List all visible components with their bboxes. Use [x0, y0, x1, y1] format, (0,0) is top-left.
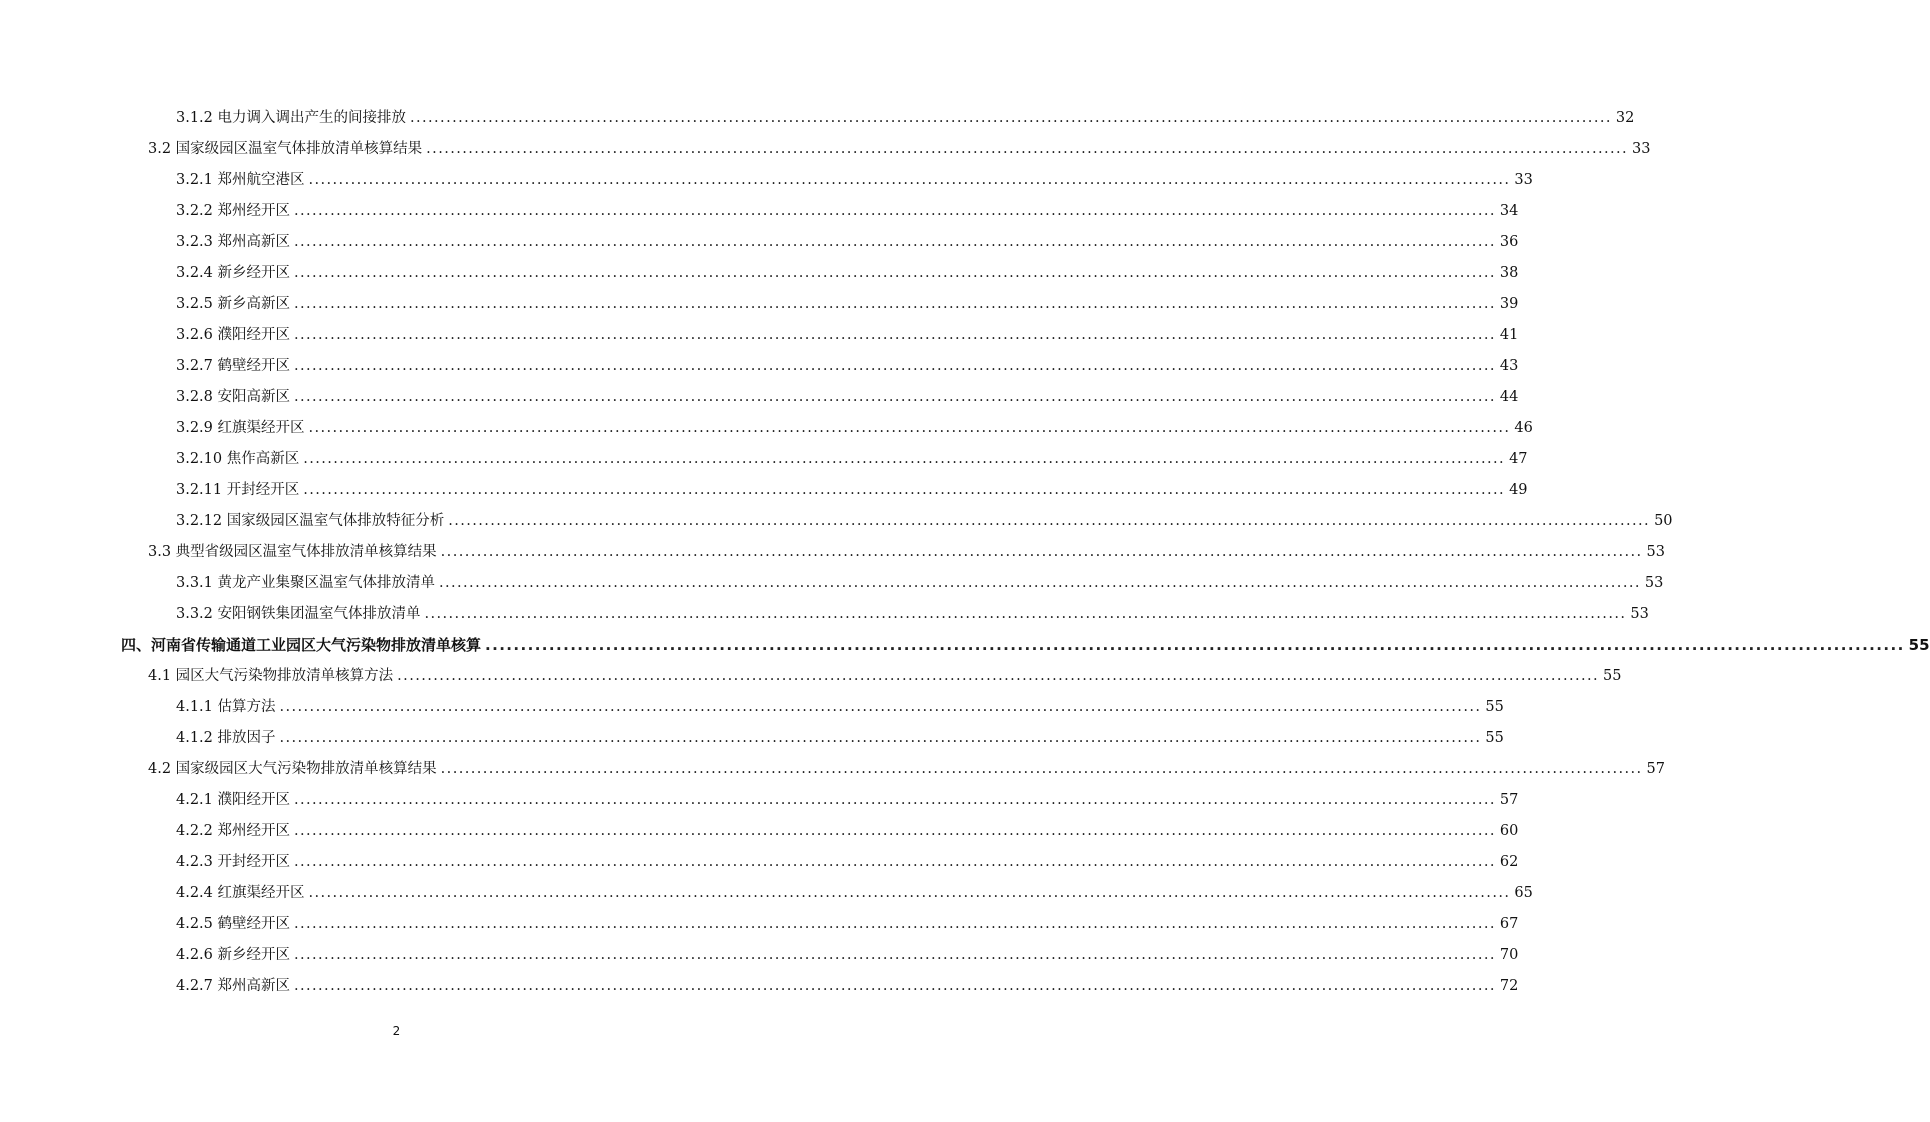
toc-dot-leader: ........................................................................................................................................................................................................ — [279, 730, 1482, 746]
toc-entry[interactable] — [176, 468, 1528, 499]
toc-entry[interactable] — [176, 158, 1533, 189]
toc-entry-page: 53 — [1646, 544, 1665, 560]
toc-entry-title: 3.2.2 郑州经开区 — [176, 203, 291, 219]
toc-entry-page: 55 — [1603, 668, 1622, 684]
toc-dot-leader: ........................................................................................................................................................................................................ — [303, 482, 1506, 498]
toc-entry-title: 3.1.2 电力调入调出产生的间接排放 — [176, 110, 407, 126]
toc-entry[interactable] — [176, 406, 1533, 437]
toc-dot-leader: ........................................................................................................................................................................................................ — [294, 947, 1496, 963]
toc-entry[interactable] — [121, 623, 1930, 654]
toc-dot-leader: ........................................................................................................................................................................................................ — [440, 761, 1643, 777]
toc-entry[interactable] — [176, 778, 1519, 809]
toc-entry-page: 41 — [1499, 327, 1519, 343]
toc-entry-title: 3.2.12 国家级园区温室气体排放特征分析 — [176, 513, 445, 529]
toc-dot-leader: ........................................................................................................................................................................................................ — [303, 451, 1506, 467]
toc-entry[interactable] — [176, 375, 1519, 406]
toc-entry-page: 62 — [1499, 854, 1519, 870]
toc-entry-page: 72 — [1499, 978, 1519, 994]
toc-entry-title: 四、河南省传输通道工业园区大气污染物排放清单核算 — [121, 636, 482, 654]
toc-entry-page: 55 — [1485, 730, 1504, 746]
toc-entry-title: 3.2 国家级园区温室气体排放清单核算结果 — [148, 141, 423, 157]
toc-entry[interactable] — [176, 313, 1519, 344]
toc-entry-title: 3.2.9 红旗渠经开区 — [176, 420, 305, 436]
toc-entry[interactable] — [148, 654, 1622, 685]
toc-dot-leader: ........................................................................................................................................................................................................ — [294, 265, 1496, 281]
toc-entry[interactable] — [176, 592, 1649, 623]
toc-dot-leader: ........................................................................................................................................................................................................ — [440, 544, 1643, 560]
toc-dot-leader: ........................................................................................................................................................................................................ — [439, 575, 1641, 591]
toc-entry[interactable] — [176, 96, 1635, 127]
toc-dot-leader: ........................................................................................................................................................................................................ — [308, 885, 1511, 901]
toc-entry-title: 4.2.6 新乡经开区 — [176, 947, 291, 963]
toc-entry-page: 53 — [1644, 575, 1664, 591]
toc-entry-title: 4.2.5 鹤壁经开区 — [176, 916, 291, 932]
toc-entry-title: 3.3.1 黄龙产业集聚区温室气体排放清单 — [176, 575, 436, 591]
toc-dot-leader: ........................................................................................................................................................................................................ — [294, 389, 1496, 405]
toc-dot-leader: ........................................................................................................................................................................................................ — [294, 203, 1496, 219]
toc-entry-title: 4.1.2 排放因子 — [176, 730, 276, 746]
toc-entry-page: 57 — [1646, 761, 1665, 777]
toc-entry-title: 4.2.3 开封经开区 — [176, 854, 291, 870]
toc-dot-leader: ........................................................................................................................................................................................................ — [308, 172, 1511, 188]
toc-entry-page: 53 — [1630, 606, 1649, 622]
toc-entry[interactable] — [176, 437, 1528, 468]
toc-entry[interactable] — [148, 127, 1651, 158]
toc-entry[interactable] — [148, 530, 1665, 561]
toc-entry-title: 3.2.4 新乡经开区 — [176, 265, 291, 281]
page-number: 2 — [392, 1024, 401, 1038]
toc-dot-leader: ........................................................................................................................................................................................................ — [294, 327, 1496, 343]
toc-entry-page: 38 — [1499, 265, 1519, 281]
toc-entry-title: 3.3 典型省级园区温室气体排放清单核算结果 — [148, 544, 437, 560]
toc-entry-title: 3.2.8 安阳高新区 — [176, 389, 291, 405]
toc-entry-title: 3.2.3 郑州高新区 — [176, 234, 291, 250]
toc-entry[interactable] — [176, 871, 1533, 902]
toc-entry[interactable] — [176, 282, 1519, 313]
toc-entry-title: 4.2.1 濮阳经开区 — [176, 792, 291, 808]
toc-dot-leader: ........................................................................................................................................................................................................ — [294, 792, 1496, 808]
toc-entry[interactable] — [176, 251, 1519, 282]
toc-entry-title: 4.1 园区大气污染物排放清单核算方法 — [148, 668, 394, 684]
toc-entry[interactable] — [176, 189, 1519, 220]
toc-dot-leader: ........................................................................................................................................................................................................ — [294, 854, 1496, 870]
toc-dot-leader: ........................................................................................................................................................................................................ — [294, 234, 1496, 250]
toc-entry-title: 3.2.11 开封经开区 — [176, 482, 300, 498]
toc-dot-leader: ........................................................................................................................................................................................................ — [294, 296, 1496, 312]
toc-entry[interactable] — [176, 716, 1504, 747]
toc-entry-page: 49 — [1509, 482, 1528, 498]
toc-dot-leader: ........................................................................................................................................................................................................ — [426, 141, 1628, 157]
toc-entry-page: 65 — [1514, 885, 1533, 901]
toc-entry-title: 3.2.1 郑州航空港区 — [176, 172, 305, 188]
toc-entry-title: 4.2.2 郑州经开区 — [176, 823, 291, 839]
toc-entry[interactable] — [176, 561, 1664, 592]
toc-dot-leader: ........................................................................................................................................................................................................ — [279, 699, 1482, 715]
toc-entry[interactable] — [176, 220, 1519, 251]
toc-entry-title: 4.1.1 估算方法 — [176, 699, 276, 715]
toc-entry-title: 3.2.6 濮阳经开区 — [176, 327, 291, 343]
toc-dot-leader: ........................................................................................................................................................................................................ — [294, 978, 1496, 994]
toc-dot-leader: ........................................................................................................................................................................................................ — [294, 823, 1496, 839]
toc-entry-title: 3.2.5 新乡高新区 — [176, 296, 291, 312]
toc-dot-leader: ........................................................................................................................................................................................................ — [397, 668, 1599, 684]
toc-entry-page: 70 — [1499, 947, 1519, 963]
toc-entry-page: 33 — [1632, 141, 1651, 157]
toc-entry-title: 4.2 国家级园区大气污染物排放清单核算结果 — [148, 761, 437, 777]
toc-entry-page: 36 — [1499, 234, 1519, 250]
toc-entry-title: 3.2.7 鹤壁经开区 — [176, 358, 291, 374]
toc-dot-leader: ........................................................................................................................................................................................................ — [424, 606, 1627, 622]
toc-entry-page: 46 — [1514, 420, 1533, 436]
toc-entry[interactable] — [176, 840, 1519, 871]
toc-dot-leader: ........................................................................................................................................................................................................ — [294, 358, 1496, 374]
toc-dot-leader: ........................................................................................................................................................................................................ — [294, 916, 1496, 932]
toc-entry[interactable] — [176, 499, 1673, 530]
toc-entry[interactable] — [176, 964, 1519, 995]
toc-entry-title: 3.3.2 安阳钢铁集团温室气体排放清单 — [176, 606, 421, 622]
toc-entry[interactable] — [148, 747, 1665, 778]
toc-entry[interactable] — [176, 902, 1519, 933]
toc-dot-leader: ........................................................................................................................................................................................................ — [308, 420, 1511, 436]
toc-entry-page: 33 — [1514, 172, 1533, 188]
toc-entry-title: 4.2.4 红旗渠经开区 — [176, 885, 305, 901]
toc-entry-title: 3.2.10 焦作高新区 — [176, 451, 300, 467]
toc-entry-page: 60 — [1499, 823, 1519, 839]
toc-entry-page: 34 — [1499, 203, 1519, 219]
toc-entry-page: 44 — [1499, 389, 1519, 405]
toc-entry-page: 39 — [1499, 296, 1519, 312]
toc-entry-page: 57 — [1499, 792, 1519, 808]
toc-entry-page: 55 — [1485, 699, 1504, 715]
toc-entry-page: 47 — [1509, 451, 1528, 467]
toc-entry-page: 67 — [1499, 916, 1519, 932]
toc-dot-leader: ........................................................................................................................................................................................................ — [485, 636, 1905, 654]
toc-entry[interactable] — [176, 809, 1519, 840]
toc-entry-page: 43 — [1499, 358, 1519, 374]
toc-entry-title: 4.2.7 郑州高新区 — [176, 978, 291, 994]
toc-entry[interactable] — [176, 685, 1504, 716]
toc-entry-page: 55 — [1908, 636, 1930, 654]
toc-entry[interactable] — [176, 933, 1519, 964]
toc-entry[interactable] — [176, 344, 1519, 375]
toc-dot-leader: ........................................................................................................................................................................................................ — [448, 513, 1651, 529]
toc-entry-page: 50 — [1654, 513, 1673, 529]
toc-dot-leader: ........................................................................................................................................................................................................ — [410, 110, 1612, 126]
toc-entry-page: 32 — [1615, 110, 1635, 126]
